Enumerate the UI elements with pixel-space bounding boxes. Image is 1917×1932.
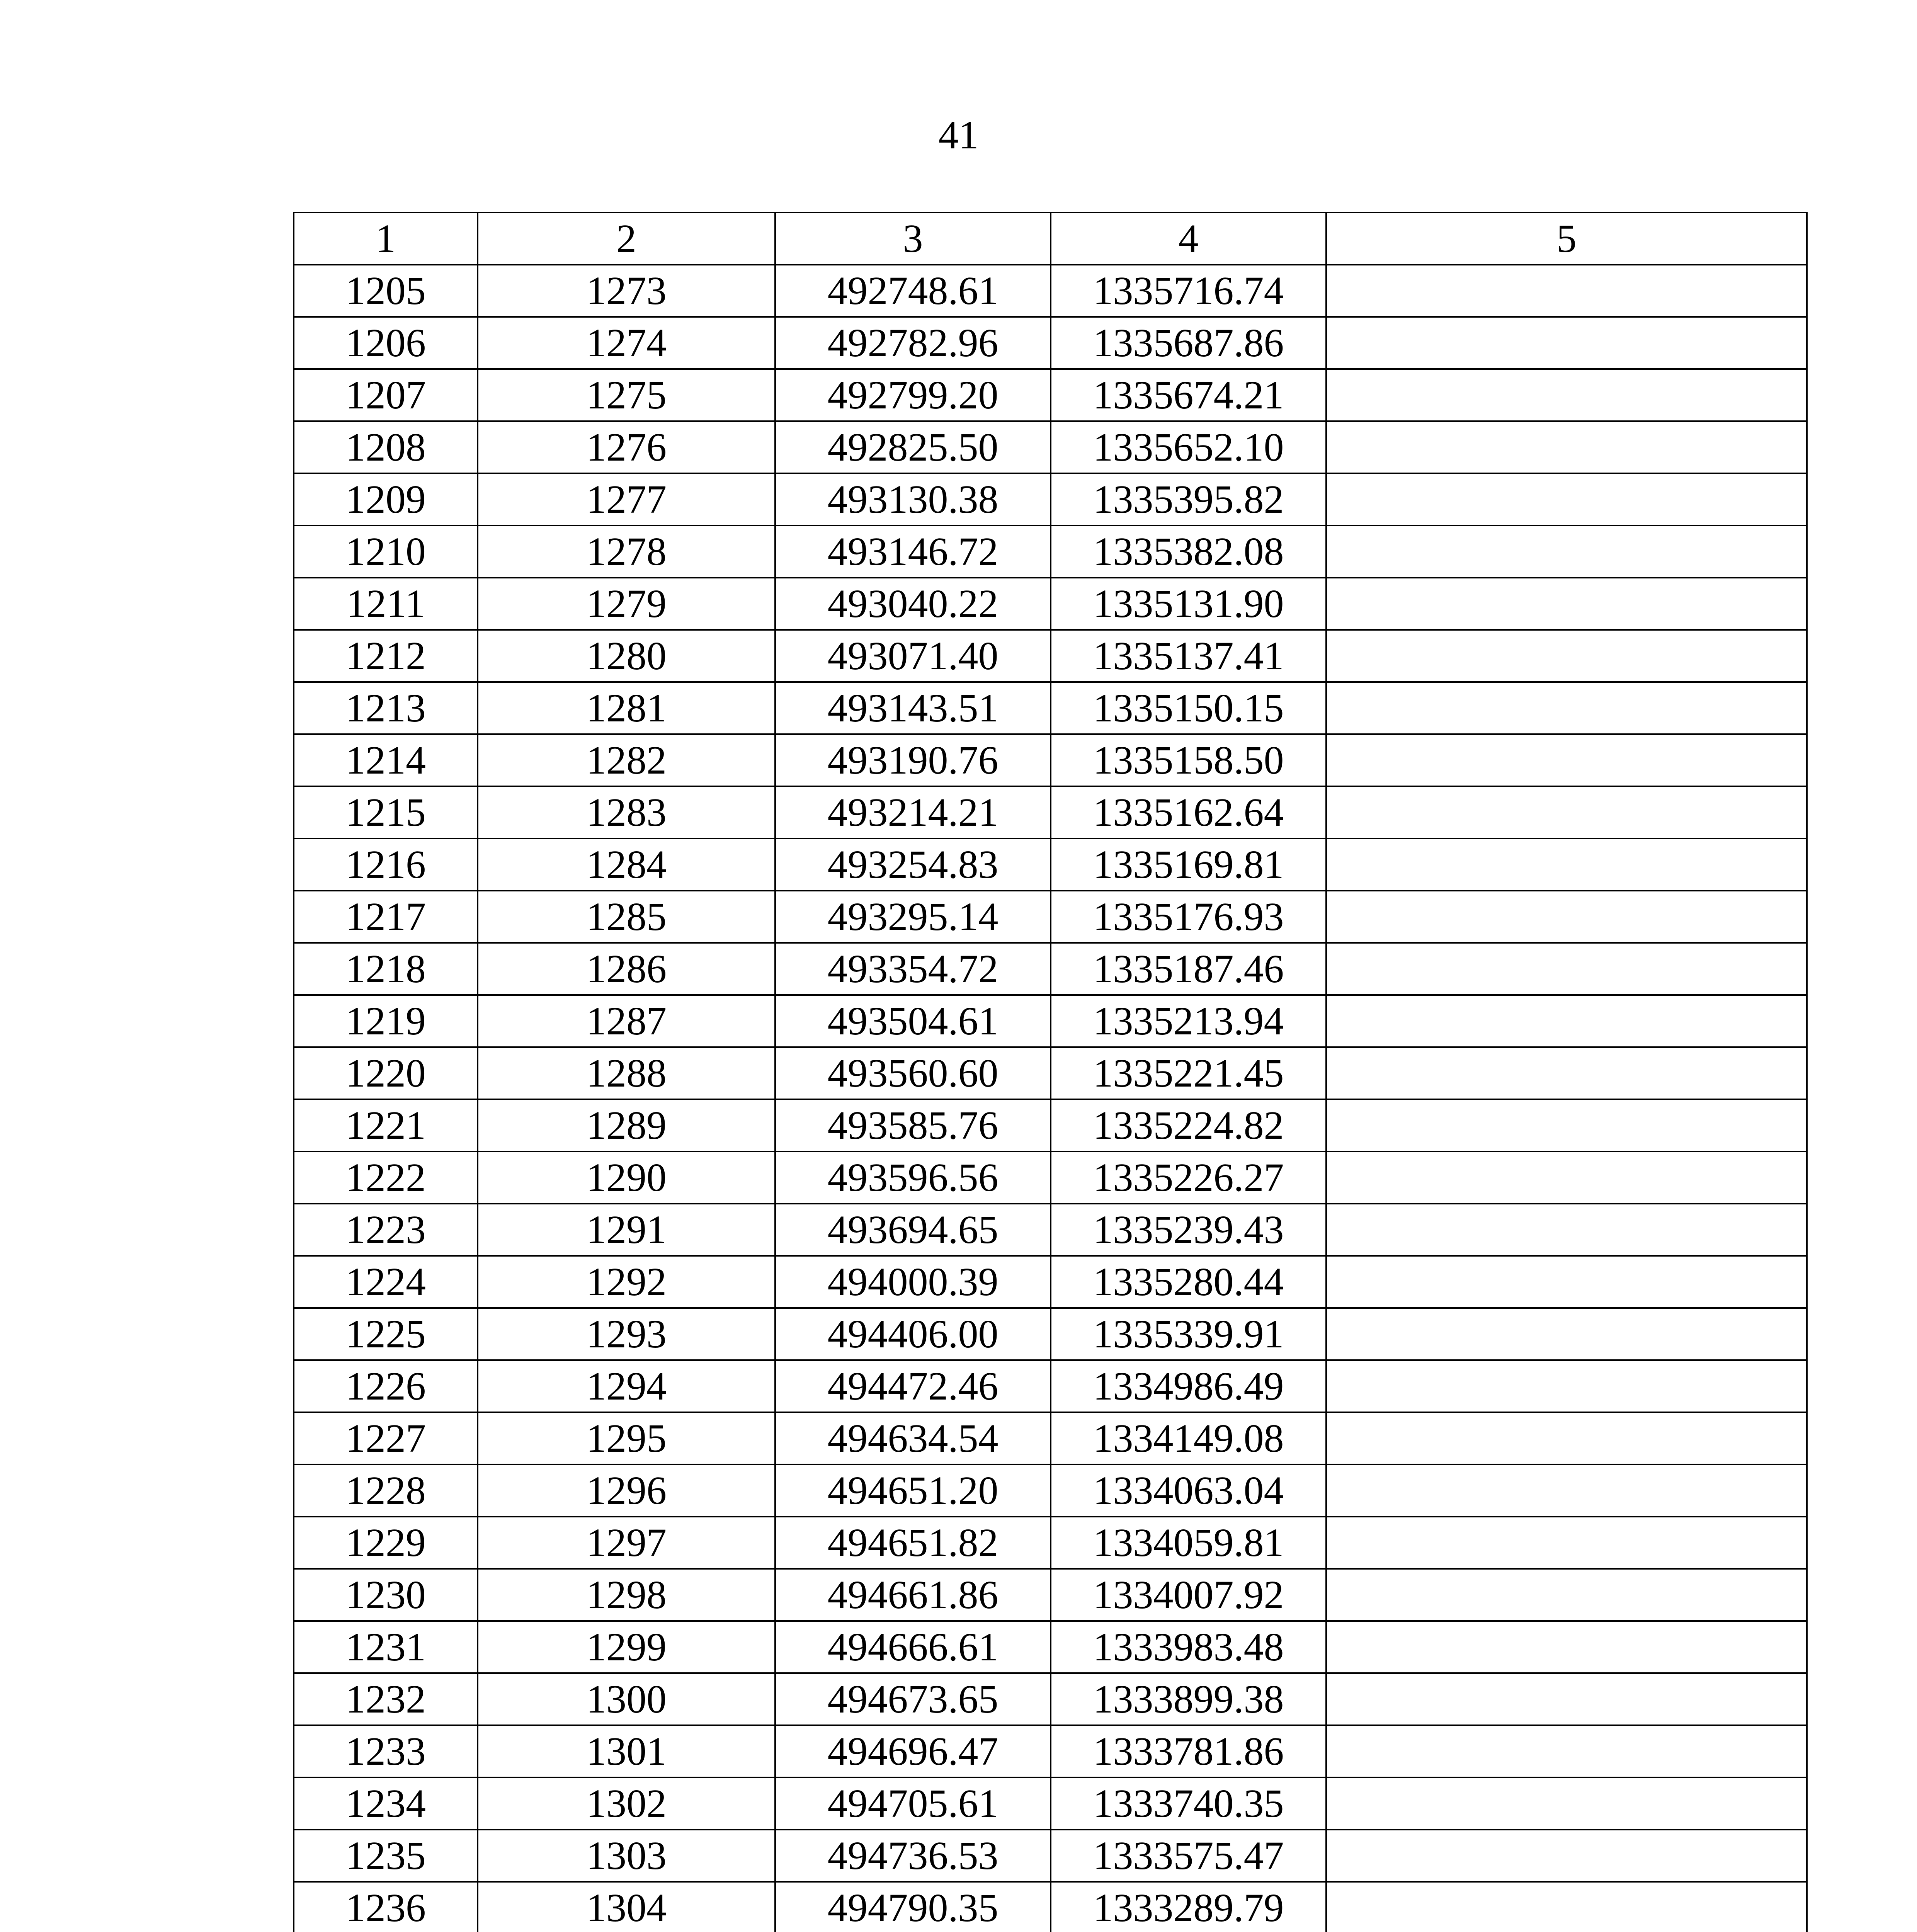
- table-cell: 493354.72: [775, 943, 1051, 995]
- table-cell: 1278: [478, 526, 775, 578]
- table-cell: [1326, 734, 1807, 786]
- table-cell: 1280: [478, 630, 775, 682]
- table-row: [294, 1777, 1807, 1830]
- table-row: [294, 369, 1807, 421]
- table-cell: 1228: [294, 1464, 478, 1517]
- table-row: [294, 1047, 1807, 1099]
- table-cell: 1233: [294, 1725, 478, 1777]
- table-cell: 493585.76: [775, 1099, 1051, 1151]
- table-cell: 493040.22: [775, 578, 1051, 630]
- table-cell: 1335176.93: [1051, 891, 1326, 943]
- column-header: 2: [478, 213, 775, 265]
- table-cell: 493560.60: [775, 1047, 1051, 1099]
- table-cell: 494705.61: [775, 1777, 1051, 1830]
- table-row: [294, 1882, 1807, 1932]
- table-row: [294, 734, 1807, 786]
- table-cell: 1214: [294, 734, 478, 786]
- table-cell: 494634.54: [775, 1412, 1051, 1464]
- table-cell: 1205: [294, 265, 478, 317]
- table-row: [294, 1830, 1807, 1882]
- table-cell: 1207: [294, 369, 478, 421]
- page-number: 41: [938, 113, 979, 157]
- table-row: [294, 943, 1807, 995]
- table-cell: [1326, 1569, 1807, 1621]
- table-cell: [1326, 1047, 1807, 1099]
- table-cell: [1326, 1830, 1807, 1882]
- table-cell: [1326, 1621, 1807, 1673]
- table-cell: 1224: [294, 1256, 478, 1308]
- table-cell: 493596.56: [775, 1151, 1051, 1204]
- table-row: [294, 265, 1807, 317]
- table-cell: 1276: [478, 421, 775, 473]
- table-cell: 1335187.46: [1051, 943, 1326, 995]
- table-cell: [1326, 1412, 1807, 1464]
- table-cell: 1293: [478, 1308, 775, 1360]
- table-header-row: [294, 213, 1807, 265]
- table-cell: 493504.61: [775, 995, 1051, 1047]
- table-cell: 493130.38: [775, 473, 1051, 526]
- table-cell: 1218: [294, 943, 478, 995]
- table-cell: 493146.72: [775, 526, 1051, 578]
- table-cell: 1334063.04: [1051, 1464, 1326, 1517]
- table-cell: 1294: [478, 1360, 775, 1412]
- table-cell: 1211: [294, 578, 478, 630]
- table-row: [294, 1621, 1807, 1673]
- table-cell: [1326, 1464, 1807, 1517]
- table-cell: 1335137.41: [1051, 630, 1326, 682]
- table-cell: 1209: [294, 473, 478, 526]
- table-cell: 492825.50: [775, 421, 1051, 473]
- table-cell: 493214.21: [775, 786, 1051, 838]
- table-cell: 1206: [294, 317, 478, 369]
- table-cell: 1335687.86: [1051, 317, 1326, 369]
- table-cell: 1335224.82: [1051, 1099, 1326, 1151]
- table-cell: 493254.83: [775, 838, 1051, 891]
- table-cell: 1231: [294, 1621, 478, 1673]
- table-cell: 1333575.47: [1051, 1830, 1326, 1882]
- table-cell: 1300: [478, 1673, 775, 1725]
- table-cell: [1326, 891, 1807, 943]
- table-cell: 1295: [478, 1412, 775, 1464]
- table-cell: 1225: [294, 1308, 478, 1360]
- table-row: [294, 630, 1807, 682]
- table-cell: 1283: [478, 786, 775, 838]
- table-cell: 1234: [294, 1777, 478, 1830]
- table-cell: 1335395.82: [1051, 473, 1326, 526]
- table-cell: 1274: [478, 317, 775, 369]
- table-row: [294, 1725, 1807, 1777]
- table-cell: [1326, 682, 1807, 734]
- table-cell: [1326, 786, 1807, 838]
- table-cell: 1301: [478, 1725, 775, 1777]
- table-cell: 1334986.49: [1051, 1360, 1326, 1412]
- table-row: [294, 1308, 1807, 1360]
- table-cell: [1326, 1882, 1807, 1932]
- table-cell: [1326, 1517, 1807, 1569]
- column-header: 3: [775, 213, 1051, 265]
- table-row: [294, 1151, 1807, 1204]
- table-cell: 1287: [478, 995, 775, 1047]
- table-cell: 1282: [478, 734, 775, 786]
- table-cell: 494666.61: [775, 1621, 1051, 1673]
- table-cell: [1326, 1360, 1807, 1412]
- table-cell: 1333289.79: [1051, 1882, 1326, 1932]
- table-cell: [1326, 369, 1807, 421]
- coordinates-table: [293, 212, 1808, 1932]
- table-row: [294, 421, 1807, 473]
- table-row: [294, 578, 1807, 630]
- table-row: [294, 317, 1807, 369]
- table-cell: 1221: [294, 1099, 478, 1151]
- table-cell: 1232: [294, 1673, 478, 1725]
- table-cell: [1326, 943, 1807, 995]
- table-cell: [1326, 995, 1807, 1047]
- table-cell: 1222: [294, 1151, 478, 1204]
- table-row: [294, 1569, 1807, 1621]
- table-cell: [1326, 1725, 1807, 1777]
- table-cell: 494472.46: [775, 1360, 1051, 1412]
- table-row: [294, 786, 1807, 838]
- table-cell: 1335239.43: [1051, 1204, 1326, 1256]
- table-cell: 1292: [478, 1256, 775, 1308]
- table-cell: 494790.35: [775, 1882, 1051, 1932]
- table-row: [294, 1256, 1807, 1308]
- table-cell: [1326, 578, 1807, 630]
- table-cell: 1297: [478, 1517, 775, 1569]
- table-cell: 494651.82: [775, 1517, 1051, 1569]
- table-cell: [1326, 1777, 1807, 1830]
- table-cell: 493295.14: [775, 891, 1051, 943]
- table-cell: 1302: [478, 1777, 775, 1830]
- table-cell: 1335674.21: [1051, 369, 1326, 421]
- table-cell: 1335150.15: [1051, 682, 1326, 734]
- table-cell: [1326, 1204, 1807, 1256]
- table-cell: 1333740.35: [1051, 1777, 1326, 1830]
- table-cell: 1303: [478, 1830, 775, 1882]
- table-cell: 1334007.92: [1051, 1569, 1326, 1621]
- table-cell: [1326, 1673, 1807, 1725]
- table-row: [294, 1099, 1807, 1151]
- table-cell: 492782.96: [775, 317, 1051, 369]
- table-cell: 1335382.08: [1051, 526, 1326, 578]
- table-cell: 1235: [294, 1830, 478, 1882]
- table-cell: [1326, 630, 1807, 682]
- table-cell: 1299: [478, 1621, 775, 1673]
- table-cell: 1335169.81: [1051, 838, 1326, 891]
- table-cell: 494661.86: [775, 1569, 1051, 1621]
- table-cell: 1335213.94: [1051, 995, 1326, 1047]
- table-cell: 1334149.08: [1051, 1412, 1326, 1464]
- table-cell: 1212: [294, 630, 478, 682]
- table-cell: 1296: [478, 1464, 775, 1517]
- table-cell: 493190.76: [775, 734, 1051, 786]
- table-row: [294, 1204, 1807, 1256]
- table-row: [294, 1673, 1807, 1725]
- table-cell: 1333899.38: [1051, 1673, 1326, 1725]
- table-cell: 1335280.44: [1051, 1256, 1326, 1308]
- table-cell: 1291: [478, 1204, 775, 1256]
- table-cell: 1335226.27: [1051, 1151, 1326, 1204]
- table-row: [294, 891, 1807, 943]
- table-cell: 494651.20: [775, 1464, 1051, 1517]
- table-cell: 1334059.81: [1051, 1517, 1326, 1569]
- table-cell: 1285: [478, 891, 775, 943]
- table-cell: 1229: [294, 1517, 478, 1569]
- table-cell: 1208: [294, 421, 478, 473]
- table-cell: 1298: [478, 1569, 775, 1621]
- table-cell: 494673.65: [775, 1673, 1051, 1725]
- table-cell: [1326, 317, 1807, 369]
- table-cell: 1230: [294, 1569, 478, 1621]
- table-cell: [1326, 1256, 1807, 1308]
- table-body: [294, 265, 1807, 1932]
- table-cell: 1236: [294, 1882, 478, 1932]
- table-cell: 493143.51: [775, 682, 1051, 734]
- table-cell: 1210: [294, 526, 478, 578]
- table-cell: 493694.65: [775, 1204, 1051, 1256]
- table-cell: 1286: [478, 943, 775, 995]
- table-cell: 1289: [478, 1099, 775, 1151]
- table-cell: 1304: [478, 1882, 775, 1932]
- column-header: 1: [294, 213, 478, 265]
- table-row: [294, 1360, 1807, 1412]
- table-cell: 1219: [294, 995, 478, 1047]
- table-row: [294, 995, 1807, 1047]
- table-row: [294, 1464, 1807, 1517]
- table-cell: 1279: [478, 578, 775, 630]
- table-cell: 1335162.64: [1051, 786, 1326, 838]
- table-cell: 1335158.50: [1051, 734, 1326, 786]
- table-cell: 494696.47: [775, 1725, 1051, 1777]
- table-cell: [1326, 1151, 1807, 1204]
- column-header: 4: [1051, 213, 1326, 265]
- table-cell: [1326, 1099, 1807, 1151]
- table-cell: 1335716.74: [1051, 265, 1326, 317]
- table-row: [294, 838, 1807, 891]
- table-cell: 492748.61: [775, 265, 1051, 317]
- table-cell: 1273: [478, 265, 775, 317]
- table-row: [294, 1517, 1807, 1569]
- table-cell: 1217: [294, 891, 478, 943]
- table-cell: 494000.39: [775, 1256, 1051, 1308]
- table-cell: 493071.40: [775, 630, 1051, 682]
- table-cell: 1227: [294, 1412, 478, 1464]
- table-row: [294, 682, 1807, 734]
- table-cell: [1326, 1308, 1807, 1360]
- table-cell: [1326, 526, 1807, 578]
- table-cell: 1216: [294, 838, 478, 891]
- table-cell: 1220: [294, 1047, 478, 1099]
- table-cell: [1326, 473, 1807, 526]
- table-cell: 1277: [478, 473, 775, 526]
- table-cell: 1290: [478, 1151, 775, 1204]
- table-cell: [1326, 265, 1807, 317]
- table-row: [294, 526, 1807, 578]
- table-cell: 1335339.91: [1051, 1308, 1326, 1360]
- table-cell: 494736.53: [775, 1830, 1051, 1882]
- table-cell: 1226: [294, 1360, 478, 1412]
- table-cell: 1333983.48: [1051, 1621, 1326, 1673]
- table-cell: 1284: [478, 838, 775, 891]
- column-header: 5: [1326, 213, 1807, 265]
- table-cell: 1281: [478, 682, 775, 734]
- table-row: [294, 1412, 1807, 1464]
- table-cell: 1335221.45: [1051, 1047, 1326, 1099]
- table-cell: [1326, 421, 1807, 473]
- table-cell: 1275: [478, 369, 775, 421]
- table-cell: 1213: [294, 682, 478, 734]
- table-cell: [1326, 838, 1807, 891]
- table-cell: 492799.20: [775, 369, 1051, 421]
- table-cell: 1335652.10: [1051, 421, 1326, 473]
- table-cell: 494406.00: [775, 1308, 1051, 1360]
- table-cell: 1223: [294, 1204, 478, 1256]
- table-cell: 1335131.90: [1051, 578, 1326, 630]
- table-cell: 1215: [294, 786, 478, 838]
- table-cell: 1333781.86: [1051, 1725, 1326, 1777]
- table-cell: 1288: [478, 1047, 775, 1099]
- table-row: [294, 473, 1807, 526]
